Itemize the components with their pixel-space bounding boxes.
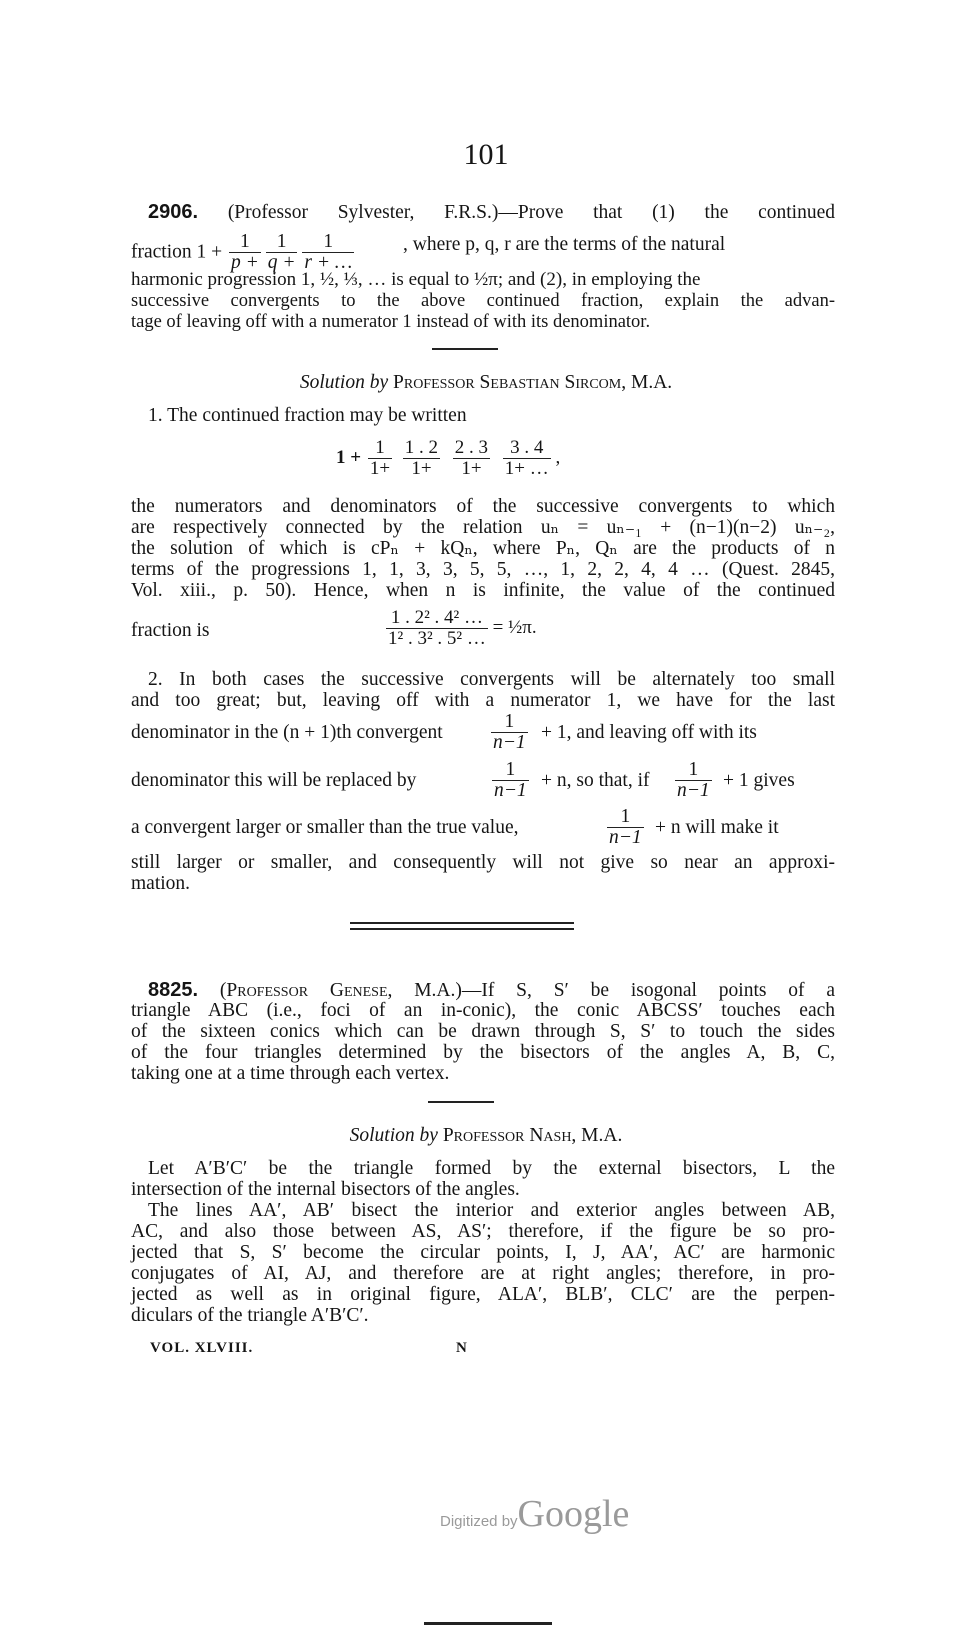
solution-heading: Solution by Professor Nash, M.A. — [349, 1125, 623, 1146]
question-author: (Professor Sylvester, F.R.S.) — [227, 202, 499, 223]
solution-line: AC, and also those between AS, AS′; therefore, if the figure be so pro- — [131, 1221, 835, 1242]
bottom-edge-mark — [424, 1622, 552, 1625]
fraction: $\frac{1}{n-1}$ — [609, 806, 642, 849]
question-line: triangle ABC (i.e., foci of an in-conic), the conic ABCSS′ touches each — [131, 1000, 835, 1021]
solution-line: the solution of which is cPₙ + kQₙ, where Pₙ, Qₙ are the products of n — [131, 538, 835, 559]
question-text: —If S, S′ be isogonal points of a — [461, 980, 835, 1001]
question-line: of the sixteen conics which can be drawn through S, S′ to touch the sides — [131, 1021, 835, 1042]
solution-line: Vol. xiii., p. 50). Hence, when n is infinite, the value of the continued — [131, 580, 835, 601]
question-8825-line-1 — [148, 979, 835, 1002]
solution-line: and too great; but, leaving off with a numerator 1, we have for the last — [131, 690, 835, 711]
fraction: $\frac{1}{n-1}$ — [493, 711, 526, 754]
question-text: , where p, q, r are the terms of the natural — [403, 234, 726, 255]
solution-line: denominator this will be replaced by $\frac{1}{n-1}$ + n, so that, if $\frac{1}{n-1}$ + 1 gives — [131, 759, 795, 802]
cf-term: $\frac{3 . 4}{1+ \dots}$ — [504, 437, 549, 479]
page-number: 101 — [463, 138, 509, 171]
question-line: taking one at a time through each vertex. — [131, 1063, 450, 1084]
question-author: (Professor Genese, M.A.) — [219, 980, 462, 1001]
question-line: of the four triangles determined by the bisectors of the angles A, B, C, — [131, 1042, 835, 1063]
solution-line: a convergent larger or smaller than the true value, $\frac{1}{n-1}$ + n will make it — [131, 806, 779, 849]
solution-line: mation. — [131, 873, 191, 894]
solution-line: denominator in the (n + 1)th convergent $\frac{1}{n-1}$ + 1, and leaving off with its — [131, 711, 757, 754]
question-number: 8825. — [148, 979, 199, 1001]
solution-line: 2. In both cases the successive convergents will be alternately too small — [148, 669, 835, 690]
solution-line: jected as well as in original figure, ALA′, BLB′, CLC′ are the perpen- — [131, 1284, 835, 1305]
solution-line: the numerators and denominators of the successive convergents to which — [131, 496, 835, 517]
question-2906-line-1 — [148, 201, 835, 224]
cf-term: $\frac{1}{q +}$ — [267, 231, 296, 274]
divider-double-bottom — [350, 928, 574, 930]
display-continued-fraction: 1 + $\frac{1}{1+}$ $\frac{1 . 2}{1+}$ $\frac{2 . 3}{1+}$ $\frac{3 . 4}{1+ \dots}$ , — [336, 437, 561, 479]
question-2906-line-2 — [131, 232, 835, 272]
cf-term: $\frac{1}{r + \dots}$ — [304, 231, 353, 274]
fraction-label: fraction is — [131, 620, 210, 641]
result-fraction: $\frac{\text{1 . 2² . 4² …}}{\text{1² . 3² . 5² …}}$ — [388, 607, 486, 649]
question-text: fraction 1 + — [131, 241, 223, 263]
fraction: $\frac{1}{n-1}$ — [677, 759, 710, 802]
solution-line: are respectively connected by the relation uₙ = uₙ₋₁ + (n−1)(n−2) uₙ₋₂, — [131, 517, 835, 538]
solution-line: conjugates of AI, AJ, and therefore are at right angles; therefore, in pro- — [131, 1263, 835, 1284]
volume-label: VOL. XLVIII. — [150, 1340, 254, 1356]
solution-line: intersection of the internal bisectors of the angles. — [131, 1179, 520, 1200]
result-formula: $\frac{\text{1 . 2² . 4² …}}{\text{1² . 3² . 5² …}}$ = ½π. — [388, 607, 537, 649]
signature-mark: N — [456, 1340, 468, 1356]
divider-short — [428, 1101, 494, 1103]
solution-line: The lines AA′, AB′ bisect the interior and exterior angles between AB, — [148, 1200, 835, 1221]
cf-term: $\frac{2 . 3}{1+}$ — [454, 437, 489, 479]
cf-term: $\frac{1}{1+}$ — [369, 437, 391, 479]
solution-heading: Solution by Professor Sebastian Sircom, M.A. — [299, 372, 673, 393]
divider-short — [432, 348, 498, 350]
cf-term: $\frac{1 . 2}{1+}$ — [404, 437, 439, 479]
question-2906-line-5: tage of leaving off with a numerator 1 instead of with its denominator. — [131, 312, 651, 332]
question-number: 2906. — [148, 201, 199, 223]
question-2906-line-4: successive convergents to the above continued fraction, explain the advan- — [131, 291, 835, 311]
fraction: $\frac{1}{n-1}$ — [494, 759, 527, 802]
solution-line: diculars of the triangle A′B′C′. — [131, 1305, 369, 1326]
solution-line: jected that S, S′ become the circular points, I, J, AA′, AC′ are harmonic — [131, 1242, 835, 1263]
question-text: —Prove that (1) the continued — [498, 202, 835, 223]
solution-paragraph-1: 1. The continued fraction may be written — [148, 405, 467, 426]
solution-line: still larger or smaller, and consequently will not give so near an approxi- — [131, 852, 835, 873]
divider-double-top — [350, 922, 574, 924]
digitized-by-google-watermark: Digitized byGoogle — [440, 1493, 630, 1535]
cf-term: $\frac{1}{p +}$ — [231, 231, 259, 274]
solution-line: terms of the progressions 1, 1, 3, 3, 5, 5, …, 1, 2, 2, 4, 4 … (Quest. 2845, — [131, 559, 835, 580]
question-2906-line-3: harmonic progression 1, ½, ⅓, … is equal to ½π; and (2), in employing the — [131, 269, 701, 290]
solution-line: Let A′B′C′ be the triangle formed by the external bisectors, L the — [148, 1158, 835, 1179]
